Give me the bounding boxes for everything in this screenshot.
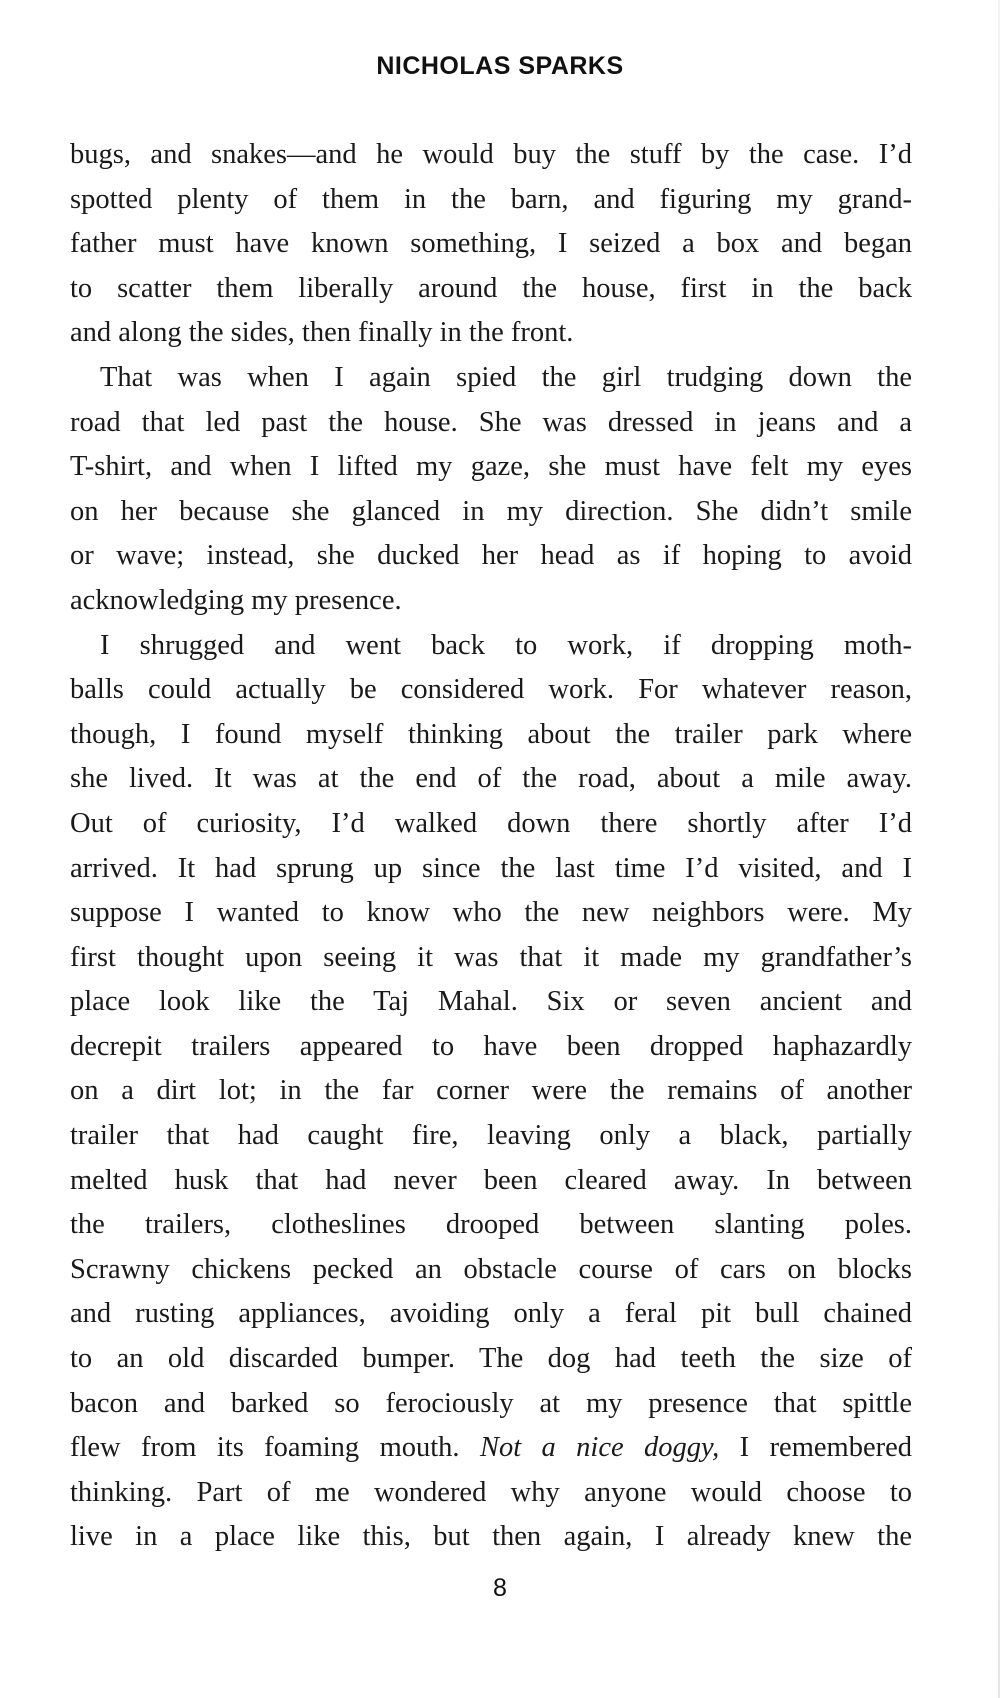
text-line: or wave; instead, she ducked her head as if hoping to avoid (70, 540, 912, 572)
text-line: suppose I wanted to know who the new neighbors were. My (70, 897, 912, 929)
text-line: first thought upon seeing it was that it made my grandfather’s (70, 941, 912, 973)
body-text (70, 133, 912, 1560)
text-line: to an old discarded bumper. The dog had teeth the size of (70, 1343, 912, 1375)
text-line: spotted plenty of them in the barn, and figuring my grand- (70, 183, 912, 215)
text-line: to scatter them liberally around the house, first in the back (70, 272, 912, 304)
text-line: T-shirt, and when I lifted my gaze, she must have felt my eyes (70, 451, 912, 483)
text-line: Scrawny chickens pecked an obstacle course of cars on blocks (70, 1253, 912, 1285)
text-run: I remembered (719, 1432, 912, 1464)
italic-phrase: Not a nice doggy, (479, 1432, 720, 1464)
text-line: arrived. It had sprung up since the last time I’d visited, and I (70, 852, 912, 884)
paragraph-first-line: That was when I again spied the girl trudging down the (100, 361, 912, 393)
text-line: decrepit trailers appeared to have been dropped haphazardly (70, 1030, 912, 1062)
paragraph-first-line: I shrugged and went back to work, if dropping moth- (100, 629, 912, 661)
text-line: on a dirt lot; in the far corner were the remains of another (70, 1075, 912, 1107)
text-run: flew from its foaming mouth. (70, 1432, 480, 1464)
text-line: balls could actually be considered work. For whatever reason, (70, 674, 912, 706)
text-line: and along the sides, then finally in the front. (70, 317, 574, 349)
text-line: bacon and barked so ferociously at my presence that spittle (70, 1387, 912, 1419)
text-line: thinking. Part of me wondered why anyone would choose to (70, 1476, 912, 1508)
text-line: melted husk that had never been cleared away. In between (70, 1164, 912, 1196)
text-line: live in a place like this, but then again, I already knew the (70, 1521, 912, 1553)
text-line-with-italic (70, 1426, 912, 1471)
running-head: NICHOLAS SPARKS (376, 52, 624, 80)
text-line: road that led past the house. She was dressed in jeans and a (70, 406, 912, 438)
text-line: though, I found myself thinking about the trailer park where (70, 718, 912, 750)
text-line: bugs, and snakes—and he would buy the stuff by the case. I’d (70, 139, 912, 170)
text-line: on her because she glanced in my direction. She didn’t smile (70, 495, 912, 527)
text-line: the trailers, clotheslines drooped between slanting poles. (70, 1209, 912, 1241)
text-line: and rusting appliances, avoiding only a feral pit bull chained (70, 1298, 912, 1330)
text-line: place look like the Taj Mahal. Six or seven ancient and (70, 986, 912, 1018)
text-line: Out of curiosity, I’d walked down there shortly after I’d (70, 807, 912, 839)
page-number: 8 (493, 1574, 507, 1602)
text-line: father must have known something, I seized a box and began (70, 228, 912, 260)
text-line: she lived. It was at the end of the road, about a mile away. (70, 763, 912, 795)
text-line: acknowledging my presence. (70, 584, 402, 616)
text-line: trailer that had caught fire, leaving only a black, partially (70, 1120, 912, 1152)
